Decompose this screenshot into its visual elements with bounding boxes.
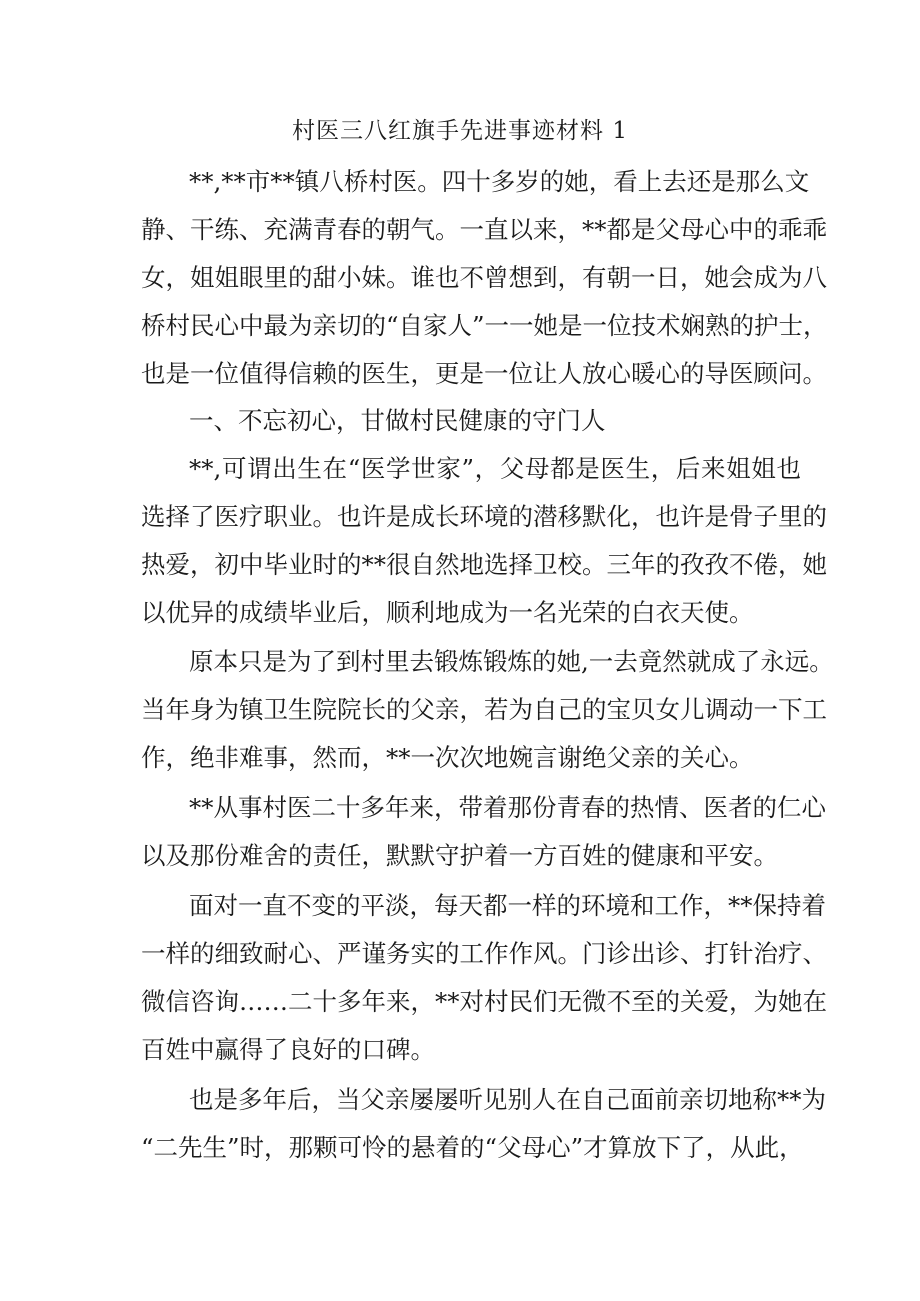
document-title: 村医三八红旗手先进事迹材料 1 (292, 118, 628, 144)
paragraph-line: 也是多年后，当父亲屡屡听见别人在自己面前亲切地称**为 (189, 1085, 826, 1114)
paragraph-line: 热爱，初中毕业时的**很自然地选择卫校。三年的孜孜不倦，她 (141, 550, 827, 579)
paragraph-line: 百姓中赢得了良好的口碑。 (141, 1035, 435, 1064)
paragraph-line: 以优异的成绩毕业后，顺利地成为一名光荣的白衣天使。 (141, 598, 754, 627)
paragraph-line: 面对一直不变的平淡，每天都一样的环境和工作，**保持着 (189, 891, 826, 920)
paragraph-line: **,**市**镇八桥村医。四十多岁的她，看上去还是那么文 (189, 167, 810, 196)
paragraph-line: 一样的细致耐心、严谨务实的工作作风。门诊出诊、打针治疗、 (141, 939, 827, 968)
paragraph-line: **,可谓出生在“医学世家”，父母都是医生，后来姐姐也 (189, 454, 801, 483)
paragraph-line: 静、干练、充满青春的朝气。一直以来，**都是父母心中的乖乖 (141, 215, 827, 244)
paragraph-line: 微信咨询……二十多年来，**对村民们无微不至的关爱，为她在 (141, 987, 827, 1016)
paragraph-line: 作，绝非难事，然而，**一次次地婉言谢绝父亲的关心。 (141, 743, 754, 772)
paragraph-line: 也是一位值得信赖的医生，更是一位让人放心暖心的导医顾问。 (141, 359, 827, 388)
paragraph-line: 桥村民心中最为亲切的“自家人”一一她是一位技术娴熟的护士， (141, 311, 828, 340)
paragraph-line: 原本只是为了到村里去锻炼锻炼的她,一去竟然就成了永远。 (189, 647, 834, 676)
paragraph-line: 女，姐姐眼里的甜小妹。谁也不曾想到，有朝一日，她会成为八 (141, 263, 827, 292)
paragraph-line: 以及那份难舍的责任，默默守护着一方百姓的健康和平安。 (141, 841, 778, 870)
section-heading: 一、不忘初心，甘做村民健康的守门人 (189, 406, 606, 435)
paragraph-line: 当年身为镇卫生院院长的父亲，若为自己的宝贝女儿调动一下工 (141, 695, 827, 724)
paragraph-line: **从事村医二十多年来，带着那份青春的热情、医者的仁心 (189, 793, 826, 822)
paragraph-line: “二先生”时，那颗可怜的悬着的“父母心”才算放下了，从此， (141, 1133, 804, 1162)
paragraph-line: 选择了医疗职业。也许是成长环境的潜移默化，也许是骨子里的 (141, 502, 827, 531)
